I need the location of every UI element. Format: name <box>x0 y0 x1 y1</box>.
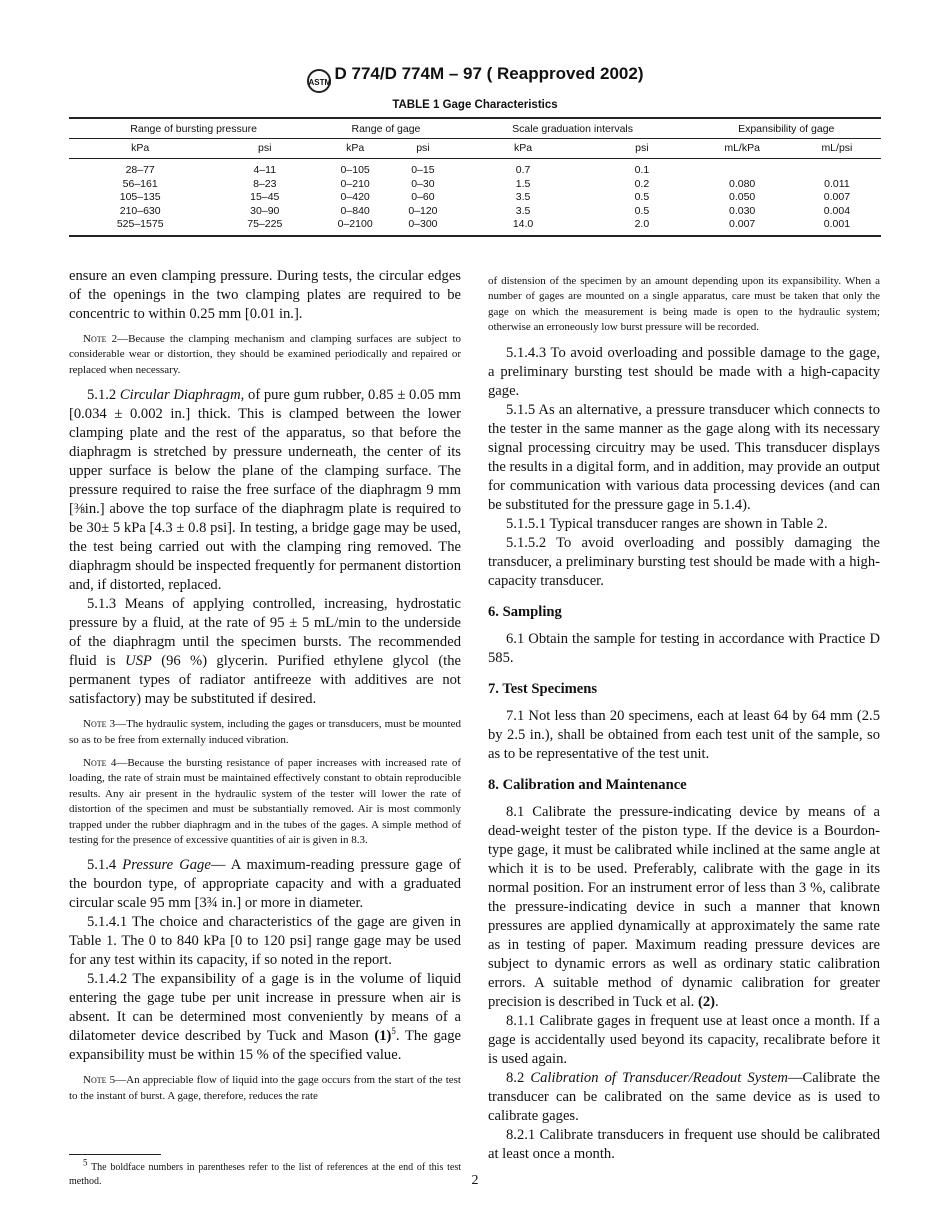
table-cell: 30–90 <box>250 204 280 217</box>
text-run: 5.1.4.2 The expansibility of a gage is in the volume of liquid entering the gage tube per unit increase in pressure when air is absent. It can be determined most conveniently by means of a dilatometer device described by Tuck and Mason <box>69 971 461 1045</box>
table-cell: 1.5 <box>515 177 531 190</box>
text-run: . The gage expansibility must be within 15 % of the specified value. <box>69 1028 462 1064</box>
text-run: of distension of the specimen by an amount depending upon its expansibility. When a number of gages are mounted on a single apparatus, care must be taken that only the gage on which the measurement is being made is open to the hydraulic system; otherwise an erroneously low burst pressure will be recorded. <box>488 275 880 334</box>
page-number: 2 <box>471 1173 479 1188</box>
table-cell: 14.0 <box>454 218 593 236</box>
table-cell: 0.2 <box>634 177 650 190</box>
text-run: . <box>715 993 719 1010</box>
table-cell: 3.5 <box>515 204 531 217</box>
body-paragraph <box>69 856 461 913</box>
column-group-header: Scale graduation intervals <box>454 118 692 139</box>
text-run: 8.1.1 Calibrate gages in frequent use at least once a month. If a gage is accidentally used beyond its capacity, recalibrate before it is used again. <box>488 1012 880 1067</box>
text-run: 5.1.5 As an alternative, a pressure transducer which connects to the tester in the same manner as the gage along with its necessary signal processing circuitry may be used. This transducer displays the results in a digital form, and in addition, may provide an output for communication with various data processing devices (and can be substituted for the pressure gage in 5.1.4). <box>488 401 880 513</box>
unit-header: mL/psi <box>793 139 881 159</box>
text-run: 5.1.5.2 To avoid overloading and possibly damaging the transducer, a preliminary bursting test should be made with a high-capacity transducer. <box>488 534 880 589</box>
astm-logo-icon: ASTM <box>307 69 331 93</box>
text-run: 5—An appreciable flow of liquid into the gage occurs from the start of the test to the instant of burst. A gage, therefore, reduces the rate <box>69 1074 461 1102</box>
table-cell: 0–420 <box>340 191 370 203</box>
text-run: Note <box>83 718 107 731</box>
text-run: 5.1.4.1 The choice and characteristics of the gage are given in Table 1. The 0 to 840 kPa [0 to 120 psi] range gage may be used for any test within its capacity, if so noted in the report. <box>69 914 461 969</box>
designation-title: D 774/D 774M – 97 ( Reapproved 2002) <box>334 64 644 83</box>
unit-header: kPa <box>318 139 392 159</box>
unit-header: psi <box>211 139 318 159</box>
table-cell: 0–120 <box>408 204 438 217</box>
reference-number: (1) <box>374 1028 392 1045</box>
table-row <box>69 205 881 219</box>
table-cell: 0.5 <box>634 204 650 217</box>
right-column <box>488 274 880 1164</box>
text-run: —Calibrate the transducer can be calibrated on the same device as is used to calibrate gages. <box>488 1069 880 1124</box>
table-cell: 525–1575 <box>69 218 211 236</box>
note-paragraph <box>69 1073 461 1104</box>
table-cell: 0–15 <box>411 164 435 176</box>
text-run: Calibration of Transducer/Readout System <box>530 1069 788 1086</box>
body-paragraph <box>488 401 880 515</box>
body-paragraph <box>488 803 880 1012</box>
footnote: $^5$ The boldface numbers in parentheses refer to the list of references at the end of this test method. <box>69 1157 461 1187</box>
section-heading <box>488 776 880 795</box>
left-column <box>69 267 461 1188</box>
table-cell: 0–300 <box>392 218 454 236</box>
table-row <box>69 178 881 192</box>
table-cell: 0–60 <box>411 191 435 203</box>
table-cell: 75–225 <box>211 218 318 236</box>
unit-header: psi <box>392 139 454 159</box>
table-cell: 0.030 <box>729 204 756 217</box>
table-cell: 0.007 <box>691 218 792 236</box>
table-cell: 0.050 <box>729 191 756 203</box>
table-cell: 56–161 <box>122 177 158 190</box>
body-paragraph <box>488 707 880 764</box>
table-cell: 0–840 <box>340 204 370 217</box>
table-cell: 210–630 <box>119 204 161 217</box>
body-paragraph <box>69 595 461 709</box>
unit-header: kPa <box>454 139 593 159</box>
body-paragraph <box>488 1012 880 1069</box>
table-row <box>69 159 881 178</box>
text-run: 8. Calibration and Maintenance <box>488 776 687 793</box>
table-cell: 0.1 <box>634 164 650 176</box>
table-cell: 2.0 <box>592 218 691 236</box>
text-run: 8.1 Calibrate the pressure-indicating device by means of a dead-weight tester of the piston type. If the device is a Bourdon-type gage, it must be calibrated while inclined at the same angle at which it is to be used. Preferably, calibrate with the gage in its normal position. For an instrument error of less than 3 %, calibrate the pressure-indicating device in such a manner that known pressures are applied dynamically at approximately the same rate as in testing of paper. Maximum reading pressure devices are subject to dynamic errors as well as ordinary static calibration errors. A suitable method of dynamic calibration for greater precision is described in Tuck et al. <box>488 803 880 1010</box>
text-run: 7. Test Specimens <box>488 680 598 697</box>
unit-header: kPa <box>69 139 211 159</box>
column-group-header: Range of bursting pressure <box>69 118 318 139</box>
text-run: (96 %) glycerin. Purified ethylene glycol (the permanent types of radiator antifreeze with additives are not satisfactory) may be substituted if desired. <box>69 653 462 708</box>
column-group-header: Range of gage <box>318 118 454 139</box>
section-heading <box>488 603 880 622</box>
table-cell: 0–2100 <box>318 218 392 236</box>
text-run: 6.1 Obtain the sample for testing in accordance with Practice D 585. <box>488 630 880 666</box>
unit-header: psi <box>592 139 691 159</box>
text-run: 6. Sampling <box>488 603 562 620</box>
table-cell: 4–11 <box>253 164 277 176</box>
text-run: ensure an even clamping pressure. During tests, the circular edges of the openings in the two clamping plates are required to be concentric to within 0.25 mm [0.01 in.]. <box>69 268 461 322</box>
text-run: 8.2 <box>506 1069 531 1086</box>
body-paragraph <box>488 515 880 534</box>
column-group-header: Expansibility of gage <box>691 118 881 139</box>
body-paragraph <box>69 386 461 595</box>
table-cell: 105–135 <box>119 191 161 203</box>
body-paragraph <box>488 630 880 668</box>
text-run: , of pure gum rubber, 0.85 ± 0.05 mm [0.034 ± 0.002 in.] thick. This is clamped between the lower clamping plate and the rest of the apparatus, so that before the diaphragm is stretched by pressure underneath, the center of its upper surface is below the plane of the clamping surface. The pressure required to raise the free surface of the diaphragm 9 mm [⅜in.] above the top surface of the diaphragm plate is required to be 30± 5 kPa [4.3 ± 0.8 psi]. In testing, a bridge gage may be used, the test being carried out with the clamping ring removed. The diaphragm should be inspected frequently for permanent distortion and, if distorted, replaced. <box>69 387 461 594</box>
table-cell: 0.7 <box>515 164 531 176</box>
table-cell: 8–23 <box>253 177 277 190</box>
document-header <box>0 64 950 93</box>
body-paragraph <box>69 970 461 1065</box>
text-run: 4—Because the bursting resistance of paper increases with increased rate of loading, the rate of strain must be maintained effectively constant to obtain reproducible results. Any air present in the hydraulic system of the tester will lower the rate of distortion of the specimen and must be substantially removed. Air is most commonly trapped under the rubber diaphragm and in the tubes of the gages. A simple method of testing for the presence of excessive quantities of air is given in 8.3. <box>69 757 461 847</box>
text-run: Circular Diaphragm <box>119 387 241 404</box>
table-cell: 0.001 <box>793 218 881 236</box>
table-row <box>69 218 881 236</box>
text-run: Note <box>83 333 107 345</box>
text-run: Note <box>83 757 107 770</box>
text-run: 5.1.2 <box>87 387 120 404</box>
table-cell: 3.5 <box>515 191 531 203</box>
text-run: Pressure Gage <box>122 857 211 874</box>
note-paragraph <box>488 274 880 336</box>
table-cell: 0.080 <box>729 177 756 190</box>
table-cell <box>793 159 881 178</box>
text-run: 5.1.3 Means of applying controlled, increasing, hydrostatic pressure by a fluid, at the rate of 95 ± 5 mL/min to the underside of the diaphragm until the specimen bursts. The recommended fluid is <box>69 596 461 670</box>
note-paragraph <box>69 756 461 848</box>
table-cell: 28–77 <box>125 164 155 176</box>
table-cell: 0–210 <box>340 177 370 190</box>
table-cell: 0.007 <box>823 191 851 203</box>
body-paragraph <box>488 1069 880 1126</box>
table-cell: 0.004 <box>823 204 851 217</box>
note-paragraph <box>69 332 461 378</box>
gage-characteristics-table <box>69 117 881 237</box>
body-paragraph <box>69 913 461 970</box>
text-run: 3—The hydraulic system, including the gages or transducers, must be mounted so as to be free from externally induced vibration. <box>69 718 461 746</box>
section-heading <box>488 680 880 699</box>
table-caption: TABLE 1 Gage Characteristics <box>392 99 558 111</box>
body-paragraph <box>488 344 880 401</box>
table-cell: 0.011 <box>824 177 850 190</box>
text-run: — A maximum-reading pressure gage of the bourdon type, of appropriate capacity and with a graduated circular scale 95 mm [3¾ in.] or more in diameter. <box>69 857 461 912</box>
body-paragraph <box>488 1126 880 1164</box>
text-run: USP <box>125 653 152 670</box>
text-run: 5.1.4 <box>87 857 123 874</box>
reference-number: (2) <box>697 993 715 1010</box>
unit-header: mL/kPa <box>691 139 792 159</box>
body-paragraph <box>69 267 461 324</box>
text-run: Note <box>83 1074 107 1087</box>
body-paragraph <box>488 534 880 591</box>
text-run: 5.1.4.3 To avoid overloading and possible damage to the gage, a preliminary bursting test should be made with a high-capacity gage. <box>488 344 880 399</box>
table-cell: 0–30 <box>411 177 435 190</box>
footnote-rule <box>69 1154 161 1155</box>
footnote-marker: 5 <box>391 1026 396 1037</box>
table-cell <box>691 159 792 178</box>
text-run: 2—Because the clamping mechanism and clamping surfaces are subject to considerable wear or distortion, they should be examined periodically and repaired or replaced when necessary. <box>69 333 461 376</box>
text-run: 5.1.5.1 Typical transducer ranges are shown in Table 2. <box>506 515 828 532</box>
text-run: 7.1 Not less than 20 specimens, each at least 64 by 64 mm (2.5 by 2.5 in.), shall be obtained from each test unit of the sample, so as to be representative of the test unit. <box>488 707 880 762</box>
note-paragraph <box>69 717 461 748</box>
text-run: 8.2.1 Calibrate transducers in frequent use should be calibrated at least once a month. <box>488 1126 880 1162</box>
table-cell: 0–105 <box>340 164 370 176</box>
table-cell: 15–45 <box>250 191 280 203</box>
table-row <box>69 191 881 205</box>
table-cell: 0.5 <box>634 191 650 203</box>
